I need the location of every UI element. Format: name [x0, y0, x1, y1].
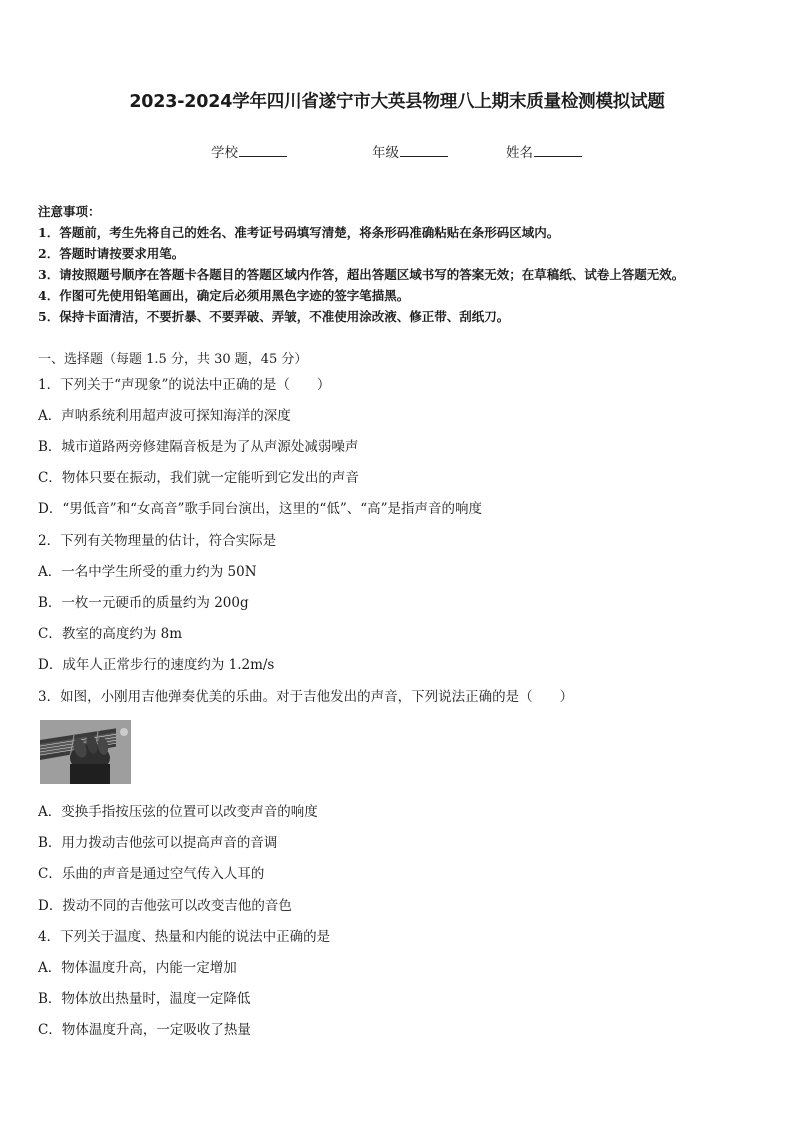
- option-4a: A．物体温度升高，内能一定增加: [38, 960, 237, 976]
- notice-item: 3．请按照题号顺序在答题卡各题目的答题区域内作答，超出答题区域书写的答案无效；在草稿纸、试卷上答题无效。: [38, 267, 685, 282]
- option-2d: D．成年人正常步行的速度约为 1.2m/s: [38, 657, 275, 673]
- option-3c: C．乐曲的声音是通过空气传入人耳的: [38, 866, 265, 882]
- option-1a: A．声呐系统利用超声波可探知海洋的深度: [38, 408, 291, 424]
- option-1b: B．城市道路两旁修建隔音板是为了从声源处减弱噪声: [38, 439, 359, 455]
- option-3d: D．拨动不同的吉他弦可以改变吉他的音色: [38, 898, 292, 914]
- option-2b: B．一枚一元硬币的质量约为 200g: [38, 595, 249, 611]
- name-blank: [534, 143, 582, 157]
- notice-item: 5．保持卡面清洁，不要折暴、不要弄破、弄皱，不准使用涂改液、修正带、刮纸刀。: [38, 309, 510, 324]
- option-2a: A．一名中学生所受的重力约为 50N: [38, 564, 257, 580]
- exam-title: 2023-2024学年四川省遂宁市大英县物理八上期末质量检测模拟试题: [129, 92, 665, 112]
- guitar-photo: [40, 720, 131, 784]
- notice-item: 1．答题前，考生先将自己的姓名、准考证号码填写清楚，将条形码准确粘贴在条形码区域内。: [38, 225, 560, 240]
- option-3a: A．变换手指按压弦的位置可以改变声音的响度: [38, 804, 318, 820]
- school-field: [211, 141, 287, 161]
- section-heading: 一、选择题（每题 1.5 分，共 30 题，45 分）: [38, 352, 308, 367]
- name-field: [506, 141, 582, 161]
- school-label: 学校: [211, 145, 238, 161]
- name-label: 姓名: [506, 145, 533, 161]
- grade-field: [372, 141, 448, 161]
- question-4: 4．下列关于温度、热量和内能的说法中正确的是: [38, 929, 331, 945]
- question-2: 2．下列有关物理量的估计，符合实际是: [38, 533, 277, 549]
- notice-heading: 注意事项：: [38, 204, 101, 219]
- option-3b: B．用力拨动吉他弦可以提高声音的音调: [38, 835, 278, 851]
- option-4c: C．物体温度升高，一定吸收了热量: [38, 1022, 251, 1038]
- school-blank: [239, 143, 287, 157]
- notice-item: 2．答题时请按要求用笔。: [38, 246, 185, 261]
- notice-item: 4．作图可先使用铅笔画出，确定后必须用黑色字迹的签字笔描黑。: [38, 288, 410, 303]
- option-2c: C．教室的高度约为 8m: [38, 626, 183, 642]
- grade-label: 年级: [372, 145, 399, 161]
- option-1d: D．“男低音”和“女高音”歌手同台演出，这里的“低”、“高”是指声音的响度: [38, 501, 483, 517]
- grade-blank: [400, 143, 448, 157]
- option-1c: C．物体只要在振动，我们就一定能听到它发出的声音: [38, 470, 359, 486]
- question-1: 1．下列关于“声现象”的说法中正确的是（ ）: [38, 377, 331, 393]
- option-4b: B．物体放出热量时，温度一定降低: [38, 991, 251, 1007]
- question-3: 3．如图，小刚用吉他弹奏优美的乐曲。对于吉他发出的声音，下列说法正确的是（ ）: [38, 689, 574, 705]
